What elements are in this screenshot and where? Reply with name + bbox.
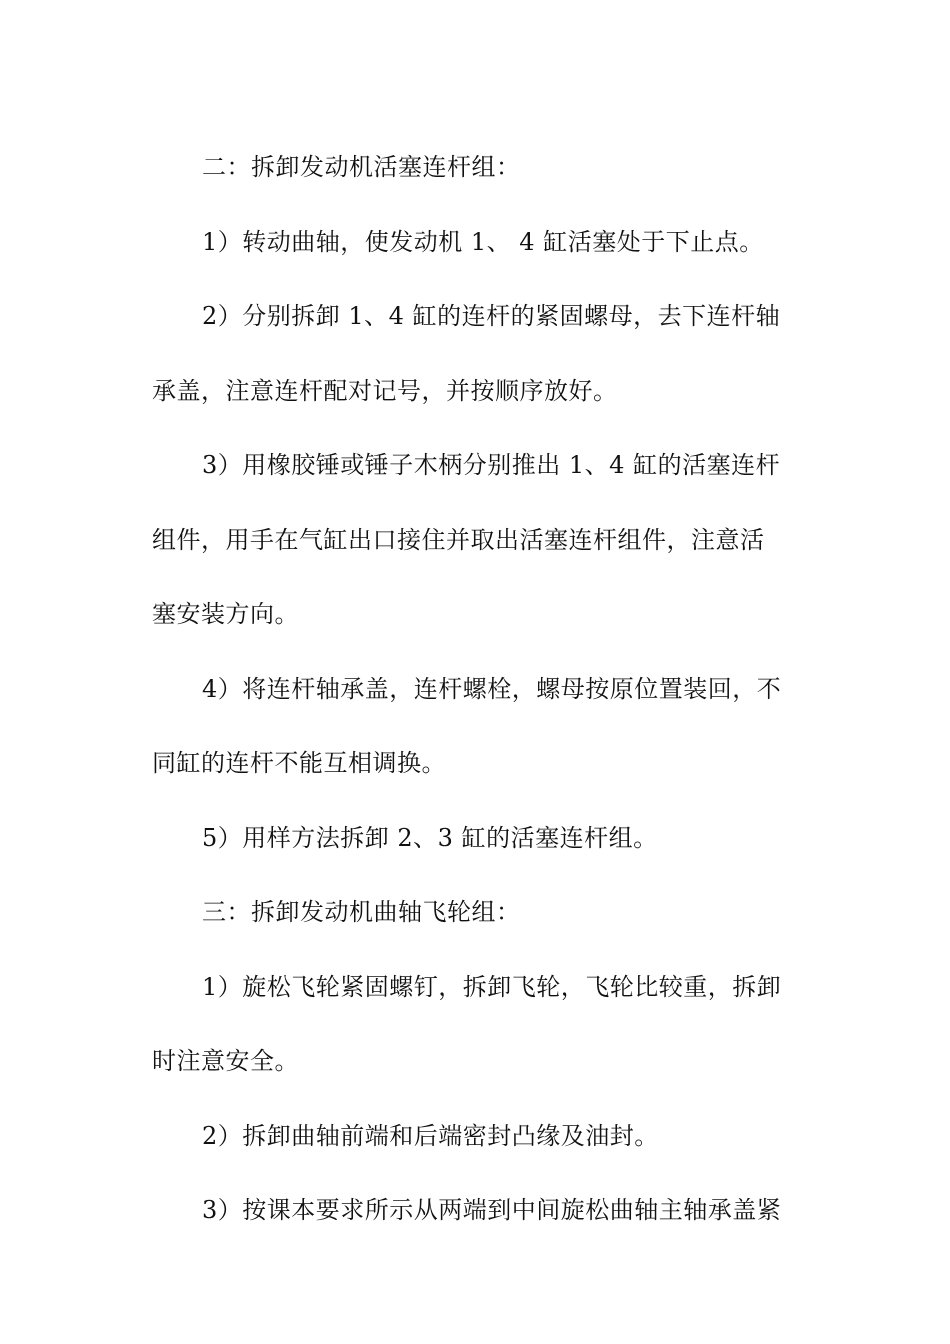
step-text: 4）将连杆轴承盖，连杆螺栓，螺母按原位置装回，不: [202, 674, 782, 703]
step-text-continued: 时注意安全。: [152, 1047, 299, 1075]
section-heading-crankshaft-flywheel: 三：拆卸发动机曲轴飞轮组：: [202, 898, 521, 926]
step-text-continued: 组件，用手在气缸出口接住并取出活塞连杆组件，注意活: [152, 525, 765, 554]
step-text-continued: 塞安装方向。: [152, 600, 299, 628]
step-text: 3）按课本要求所示从两端到中间旋松曲轴主轴承盖紧: [202, 1196, 782, 1224]
step-text: 2）拆卸曲轴前端和后端密封凸缘及油封。: [202, 1121, 659, 1150]
section-heading-piston-connecting-rod: 二：拆卸发动机活塞连杆组：: [202, 153, 521, 181]
step-text: 1）旋松飞轮紧固螺钉，拆卸飞轮，飞轮比较重，拆卸: [202, 972, 782, 1001]
step-text: 3）用橡胶锤或锤子木柄分别推出 1、4 缸的活塞连杆: [202, 451, 781, 479]
step-text-continued: 承盖，注意连杆配对记号，并按顺序放好。: [152, 376, 618, 405]
step-text-continued: 同缸的连杆不能互相调换。: [152, 749, 446, 777]
step-text: 2）分别拆卸 1、4 缸的连杆的紧固螺母，去下连杆轴: [202, 302, 781, 330]
step-text: 1）转动曲轴，使发动机 1、 4 缸活塞处于下止点。: [202, 227, 764, 256]
document-body: [152, 130, 802, 1248]
step-text: 5）用样方法拆卸 2、3 缸的活塞连杆组。: [202, 823, 658, 852]
